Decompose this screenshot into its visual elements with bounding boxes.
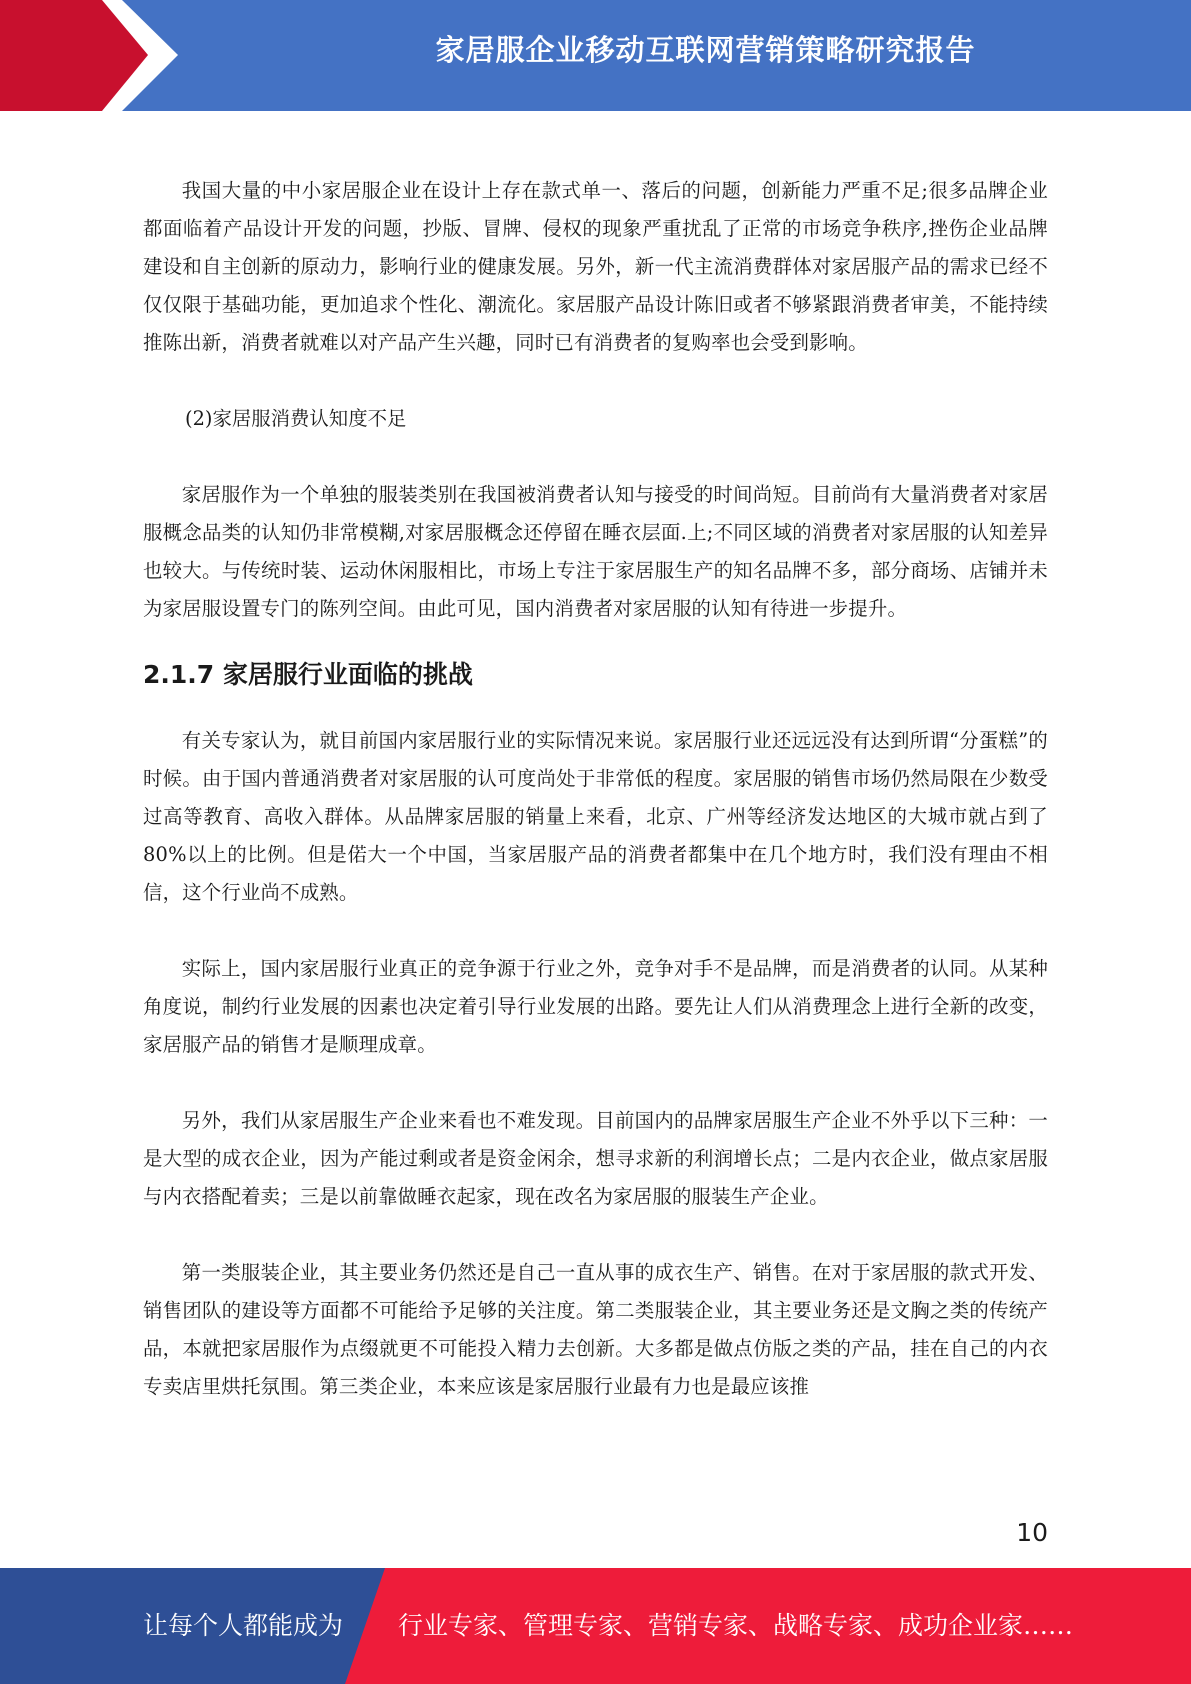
footer-slogan-right: 行业专家、管理专家、营销专家、战略专家、成功企业家…… <box>398 1611 1074 1640</box>
page-header <box>0 0 1191 111</box>
document-title: 家居服企业移动互联网营销策略研究报告 <box>435 33 976 67</box>
paragraph-enterprise-types: 另外，我们从家居服生产企业来看也不难发现。目前国内的品牌家居服生产企业不外乎以下三种：一是大型的成衣企业，因为产能过剩或者是资金闲余，想寻求新的利润增长点；二是内衣企业，做点家居服与内衣搭配着卖；三是以前靠做睡衣起家，现在改名为家居服的服装生产企业。 <box>143 1109 1048 1208</box>
paragraph-competition: 实际上，国内家居服行业真正的竞争源于行业之外，竞争对手不是品牌，而是消费者的认同。从某种角度说，制约行业发展的因素也决定着引导行业发展的出路。要先让人们从消费理念上进行全新的改变，家居服产品的销售才是顺理成章。 <box>143 957 1048 1056</box>
page-footer <box>0 1568 1191 1684</box>
paragraph-expert-view: 有关专家认为，就目前国内家居服行业的实际情况来说。家居服行业还远远没有达到所谓“分蛋糕”的时候。由于国内普通消费者对家居服的认可度尚处于非常低的程度。家居服的销售市场仍然局限在少数受过高等教育、高收入群体。从品牌家居服的销量上来看，北京、广州等经济发达地区的大城市就占到了 80%以上的比例。但是偌大一个中国，当家居服产品的消费者都集中在几个地方时，我们没有理由不相信，这个行业尚不成熟。 <box>143 729 1048 904</box>
section-heading: 2.1.7 家居服行业面临的挑战 <box>143 660 473 689</box>
page-content <box>143 172 1048 1406</box>
paragraph-design-problem: 我国大量的中小家居服企业在设计上存在款式单一、落后的问题，创新能力严重不足;很多品牌企业都面临着产品设计开发的问题，抄版、冒牌、侵权的现象严重扰乱了正常的市场竞争秩序,挫伤企业品牌建设和自主创新的原动力，影响行业的健康发展。另外，新一代主流消费群体对家居服产品的需求已经不仅仅限于基础功能，更加追求个性化、潮流化。家居服产品设计陈旧或者不够紧跟消费者审美，不能持续推陈出新，消费者就难以对产品产生兴趣，同时已有消费者的复购率也会受到影响。 <box>143 179 1048 354</box>
page-number: 10 <box>1016 1518 1048 1547</box>
paragraph-enterprise-analysis: 第一类服装企业，其主要业务仍然还是自己一直从事的成衣生产、销售。在对于家居服的款式开发、销售团队的建设等方面都不可能给予足够的关注度。第二类服装企业，其主要业务还是文胸之类的传统产品，本就把家居服作为点缀就更不可能投入精力去创新。大多都是做点仿版之类的产品，挂在自己的内衣专卖店里烘托氛围。第三类企业，本来应该是家居服行业最有力也是最应该推 <box>143 1261 1048 1398</box>
subheading-awareness: (2)家居服消费认知度不足 <box>185 407 407 430</box>
footer-slogan-left: 让每个人都能成为 <box>143 1611 344 1640</box>
paragraph-awareness: 家居服作为一个单独的服装类别在我国被消费者认知与接受的时间尚短。目前尚有大量消费者对家居服概念品类的认知仍非常模糊,对家居服概念还停留在睡衣层面.上;不同区域的消费者对家居服的认知差异也较大。与传统时装、运动休闲服相比，市场上专注于家居服生产的知名品牌不多，部分商场、店铺并未为家居服设置专门的陈列空间。由此可见，国内消费者对家居服的认知有待进一步提升。 <box>143 483 1048 620</box>
